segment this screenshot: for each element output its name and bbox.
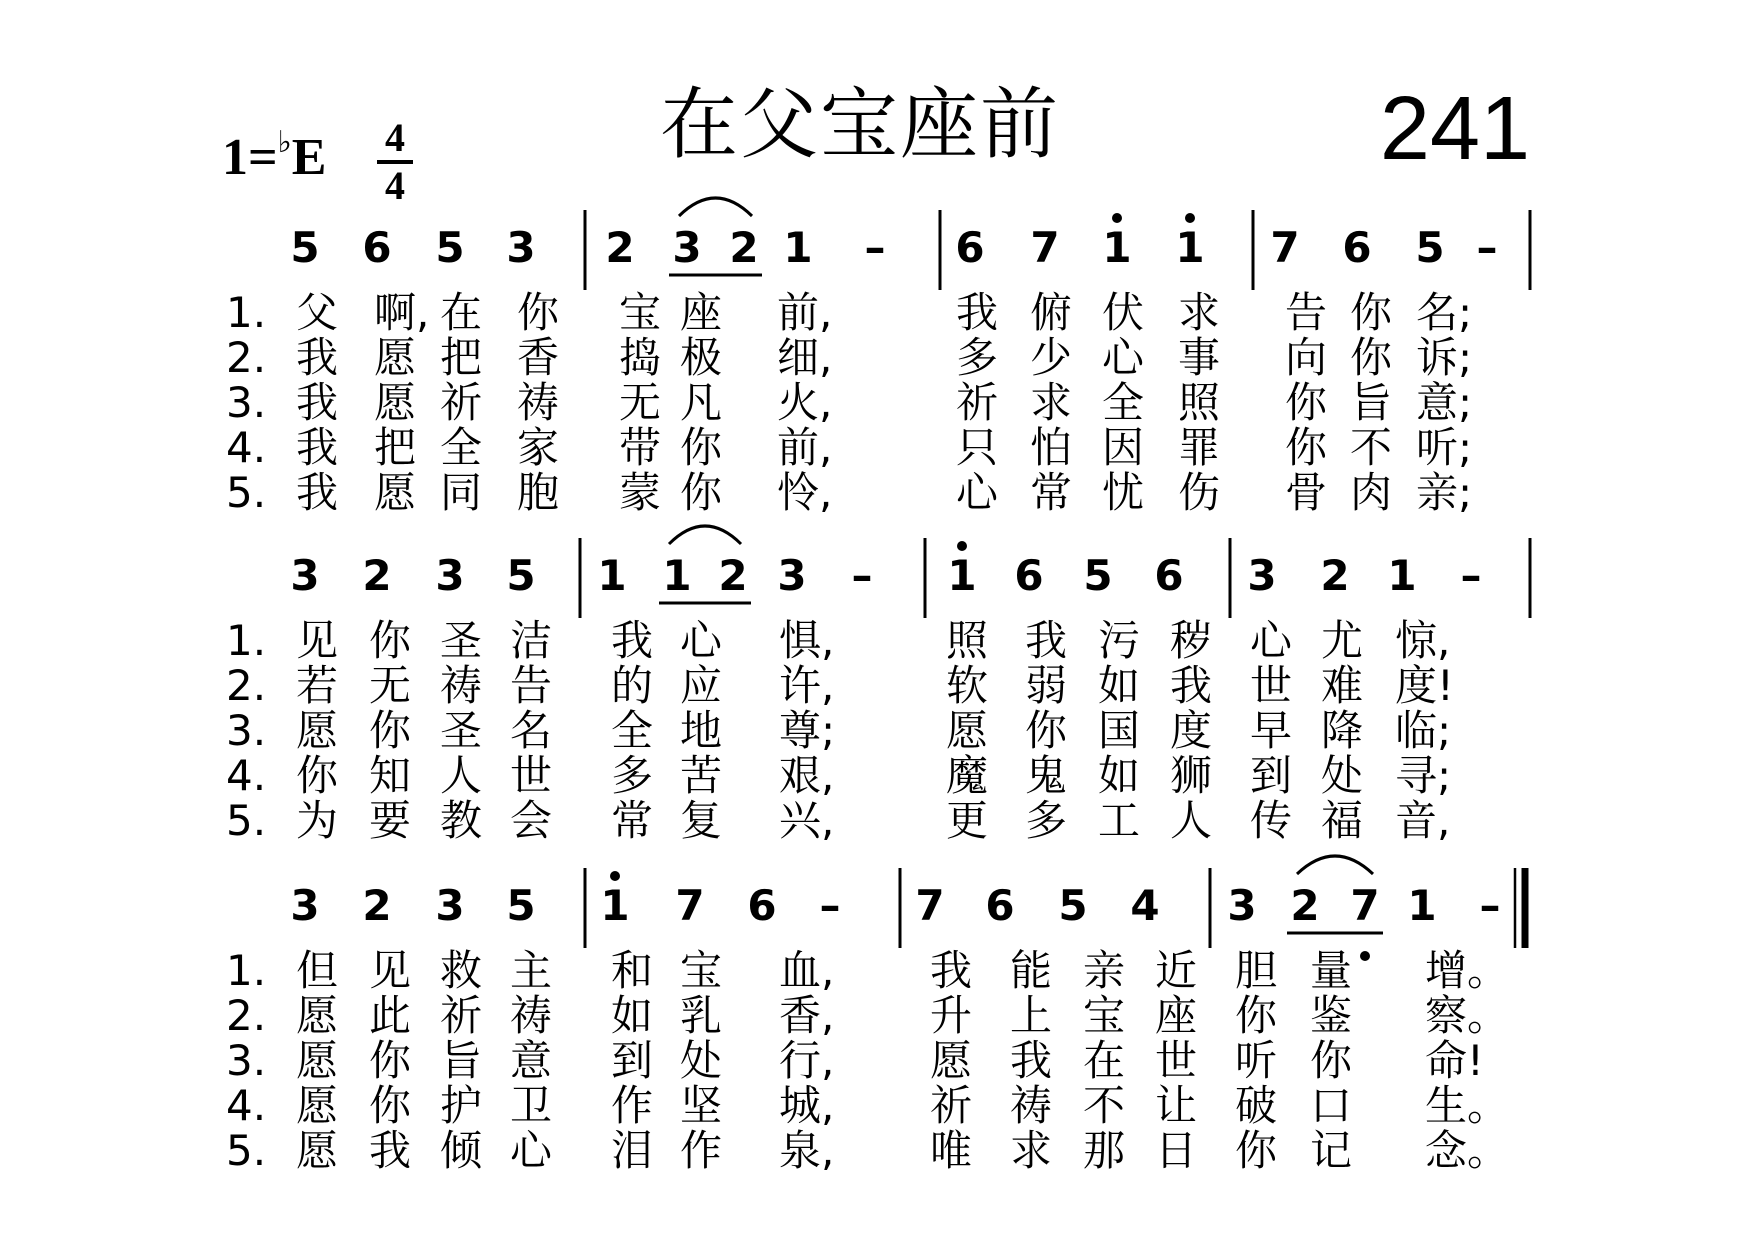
time-numerator: 4: [385, 115, 405, 160]
lyric-char: 更: [946, 796, 989, 845]
lyric-char: 少: [1030, 333, 1073, 382]
lyric-char: 极: [680, 333, 723, 382]
high-octave-dot: [1185, 213, 1195, 223]
lyric-char: 我: [930, 946, 973, 995]
high-octave-dot: [610, 871, 620, 881]
slur-arc: [679, 198, 752, 216]
lyric-char: 宝: [619, 288, 662, 337]
dash-note: –: [1460, 551, 1482, 600]
lyric-char: 但: [296, 946, 339, 995]
lyric-char: 知: [369, 751, 412, 800]
lyric-char: 听: [1235, 1036, 1278, 1085]
lyric-char: 你: [680, 423, 723, 472]
lyric-char: 你: [1235, 1126, 1278, 1175]
note: 5: [290, 223, 320, 272]
lyric-char: 你: [1025, 706, 1068, 755]
note: 3: [506, 223, 536, 272]
lyric-char: 同: [440, 468, 483, 517]
lyric-char: 捣: [619, 333, 662, 382]
lyric-char: 记: [1310, 1126, 1353, 1175]
lyric-char: 带: [619, 423, 662, 472]
lyric-char: 啊,: [374, 288, 430, 337]
lyric-char: 护: [440, 1081, 483, 1130]
lyric-char: 污: [1098, 616, 1141, 665]
lyric-char: 念。: [1425, 1126, 1510, 1175]
lyric-char: 行,: [779, 1036, 835, 1085]
lyric-char: 把: [374, 423, 417, 472]
note: 6: [362, 223, 392, 272]
verse-label: 5.: [226, 468, 267, 517]
lyric-char: 诉;: [1416, 333, 1473, 382]
note: 2: [729, 223, 759, 272]
note: 1: [662, 551, 692, 600]
lyric-char: 尊;: [779, 706, 836, 755]
note: 1: [1387, 551, 1417, 600]
key-prefix: 1=: [222, 129, 278, 186]
lyric-char: 多: [1025, 796, 1068, 845]
lyric-char: 狮: [1170, 751, 1213, 800]
note: 1: [947, 551, 977, 600]
verse-label: 3.: [226, 1036, 267, 1085]
note: 6: [1154, 551, 1184, 600]
verse-label: 1.: [226, 616, 267, 665]
lyric-char: 你: [1285, 378, 1328, 427]
lyric-char: 那: [1083, 1126, 1126, 1175]
verse-label: 4.: [226, 751, 267, 800]
lyric-char: 临;: [1395, 706, 1452, 755]
lyric-char: 你: [1350, 288, 1393, 337]
lyric-char: 祷: [517, 378, 560, 427]
lyric-char: 处: [680, 1036, 723, 1085]
lyric-char: 主: [510, 946, 553, 995]
lyric-char: 意;: [1416, 378, 1473, 427]
lyric-char: 的: [611, 661, 654, 710]
note: 2: [362, 881, 392, 930]
lyric-char: 旨: [440, 1036, 483, 1085]
lyric-char: 生。: [1425, 1081, 1510, 1130]
lyric-char: 鉴: [1310, 991, 1353, 1040]
note: 3: [435, 551, 465, 600]
lyric-char: 在: [1083, 1036, 1126, 1085]
lyric-char: 如: [1098, 661, 1141, 710]
lyric-char: 忧: [1102, 468, 1145, 517]
lyric-char: 让: [1155, 1081, 1198, 1130]
lyric-char: 我: [296, 423, 339, 472]
lyric-char: 我: [956, 288, 999, 337]
lyric-char: 愿: [296, 991, 339, 1040]
lyric-char: 愿: [374, 378, 417, 427]
lyric-char: 肉: [1350, 468, 1393, 517]
lyric-char: 察。: [1425, 991, 1510, 1040]
lyric-char: 愿: [296, 1081, 339, 1130]
lyric-char: 名: [510, 706, 553, 755]
lyric-char: 地: [680, 706, 723, 755]
time-denominator: 4: [385, 163, 405, 208]
note: 4: [1130, 881, 1160, 930]
lyric-char: 降: [1321, 706, 1364, 755]
note: 3: [435, 881, 465, 930]
lyric-char: 惧,: [779, 616, 835, 665]
lyric-char: 俯: [1030, 288, 1073, 337]
low-octave-dot: [1360, 951, 1370, 961]
lyric-char: 常: [611, 796, 654, 845]
note: 7: [1350, 881, 1380, 930]
note: 3: [672, 223, 702, 272]
lyric-char: 传: [1250, 796, 1293, 845]
note: 3: [777, 551, 807, 600]
lyric-char: 因: [1102, 423, 1145, 472]
lyric-char: 唯: [930, 1126, 973, 1175]
note: 6: [1342, 223, 1372, 272]
note: 6: [985, 881, 1015, 930]
lyric-char: 座: [1155, 991, 1198, 1040]
lyric-char: 骨: [1285, 468, 1328, 517]
note: 7: [1030, 223, 1060, 272]
lyric-char: 你: [680, 468, 723, 517]
lyric-char: 不: [1083, 1081, 1126, 1130]
note: 5: [506, 551, 536, 600]
lyric-char: 罪: [1178, 423, 1221, 472]
lyric-char: 升: [930, 991, 973, 1040]
lyric-char: 愿: [296, 1036, 339, 1085]
note: 6: [1014, 551, 1044, 600]
lyric-char: 祈: [440, 991, 483, 1040]
lyric-char: 见: [296, 616, 339, 665]
lyric-char: 会: [510, 796, 553, 845]
lyric-char: 救: [440, 946, 483, 995]
lyric-char: 愿: [296, 706, 339, 755]
lyric-char: 求: [1178, 288, 1221, 337]
note: 1: [1102, 223, 1132, 272]
lyric-char: 泪: [611, 1126, 654, 1175]
dash-note: –: [851, 551, 873, 600]
lyric-char: 你: [517, 288, 560, 337]
lyric-char: 乳: [680, 991, 723, 1040]
lyric-char: 心: [1102, 333, 1145, 382]
lyric-char: 细,: [777, 333, 833, 382]
lyric-char: 愿: [374, 333, 417, 382]
lyric-char: 亲;: [1416, 468, 1473, 517]
lyric-char: 和: [611, 946, 654, 995]
lyric-char: 增。: [1425, 946, 1510, 995]
note: 3: [290, 881, 320, 930]
lyric-char: 世: [1250, 661, 1293, 710]
verse-label: 3.: [226, 378, 267, 427]
lyric-char: 我: [296, 333, 339, 382]
note: 7: [675, 881, 705, 930]
lyric-char: 愿: [374, 468, 417, 517]
lyric-char: 照: [1178, 378, 1221, 427]
lyric-char: 日: [1155, 1126, 1198, 1175]
lyric-char: 复: [680, 796, 723, 845]
lyric-char: 祈: [930, 1081, 973, 1130]
lyric-char: 胆: [1235, 946, 1278, 995]
lyric-char: 早: [1250, 706, 1293, 755]
note: 7: [915, 881, 945, 930]
lyric-char: 工: [1098, 796, 1141, 845]
lyric-char: 应: [680, 661, 723, 710]
lyric-char: 弱: [1025, 661, 1068, 710]
lyric-char: 能: [1010, 946, 1053, 995]
lyric-char: 见: [369, 946, 412, 995]
note: 1: [1407, 881, 1437, 930]
slur-arc: [669, 526, 741, 544]
lyric-char: 鬼: [1025, 751, 1068, 800]
lyric-char: 求: [1010, 1126, 1053, 1175]
lyric-char: 祷: [1010, 1081, 1053, 1130]
lyric-char: 事: [1178, 333, 1221, 382]
lyric-char: 愿: [930, 1036, 973, 1085]
lyric-char: 音,: [1395, 796, 1451, 845]
lyric-char: 世: [510, 751, 553, 800]
lyric-char: 旨: [1350, 378, 1393, 427]
note: 7: [1270, 223, 1300, 272]
lyric-char: 求: [1030, 378, 1073, 427]
lyric-char: 倾: [440, 1126, 483, 1175]
lyric-char: 我: [296, 468, 339, 517]
lyric-char: 难: [1321, 661, 1364, 710]
lyric-char: 我: [1010, 1036, 1053, 1085]
lyric-char: 你: [369, 1036, 412, 1085]
lyric-char: 此: [369, 991, 412, 1040]
lyric-char: 全: [611, 706, 654, 755]
verse-label: 5.: [226, 1126, 267, 1175]
high-octave-dot: [1112, 213, 1122, 223]
note: 1: [597, 551, 627, 600]
lyric-char: 告: [1285, 288, 1328, 337]
lyric-char: 为: [296, 796, 339, 845]
lyric-char: 你: [296, 751, 339, 800]
lyric-char: 卫: [510, 1081, 553, 1130]
lyric-char: 泉,: [779, 1126, 835, 1175]
note: 1: [600, 881, 630, 930]
lyric-char: 宝: [1083, 991, 1126, 1040]
lyric-char: 教: [440, 796, 483, 845]
hymn-title: 在父宝座前: [660, 80, 1061, 170]
lyric-char: 我: [1170, 661, 1213, 710]
lyric-char: 祷: [510, 991, 553, 1040]
verse-label: 1.: [226, 288, 267, 337]
dash-note: –: [1479, 881, 1501, 930]
lyric-char: 如: [1098, 751, 1141, 800]
note: 2: [605, 223, 635, 272]
lyric-char: 心: [510, 1126, 553, 1175]
verse-label: 3.: [226, 706, 267, 755]
note: 3: [290, 551, 320, 600]
lyric-char: 宝: [680, 946, 723, 995]
lyric-char: 处: [1321, 751, 1364, 800]
lyric-char: 城,: [779, 1081, 835, 1130]
note: 1: [1175, 223, 1205, 272]
lyric-char: 到: [1250, 751, 1293, 800]
lyric-char: 血,: [779, 946, 835, 995]
lyric-char: 如: [611, 991, 654, 1040]
lyric-char: 父: [296, 288, 339, 337]
lyric-char: 多: [611, 751, 654, 800]
lyric-char: 坚: [680, 1081, 723, 1130]
lyric-char: 你: [369, 616, 412, 665]
note: 5: [1083, 551, 1113, 600]
lyric-char: 把: [440, 333, 483, 382]
lyric-char: 名;: [1416, 288, 1473, 337]
lyric-char: 伏: [1102, 288, 1145, 337]
lyric-char: 听;: [1416, 423, 1473, 472]
lyric-char: 世: [1155, 1036, 1198, 1085]
verse-label: 2.: [226, 991, 267, 1040]
verse-label: 4.: [226, 1081, 267, 1130]
lyric-char: 要: [369, 796, 412, 845]
lyric-char: 蒙: [619, 468, 662, 517]
lyric-char: 你: [1285, 423, 1328, 472]
lyric-char: 常: [1030, 468, 1073, 517]
lyric-char: 祷: [440, 661, 483, 710]
lyric-char: 告: [510, 661, 553, 710]
lyric-char: 你: [369, 1081, 412, 1130]
lyric-char: 多: [956, 333, 999, 382]
lyric-char: 香,: [779, 991, 835, 1040]
dash-note: –: [819, 881, 841, 930]
lyric-char: 到: [611, 1036, 654, 1085]
note: 3: [1227, 881, 1257, 930]
lyric-char: 你: [369, 706, 412, 755]
lyric-char: 近: [1155, 946, 1198, 995]
lyric-char: 度!: [1395, 661, 1454, 710]
lyric-char: 破: [1235, 1081, 1278, 1130]
lyric-char: 只: [956, 423, 999, 472]
lyric-char: 意: [510, 1036, 553, 1085]
lyric-char: 火,: [777, 378, 833, 427]
lyric-char: 香: [517, 333, 560, 382]
lyric-char: 怜,: [777, 468, 833, 517]
lyric-char: 不: [1350, 423, 1393, 472]
lyric-char: 你: [1310, 1036, 1353, 1085]
high-octave-dot: [957, 541, 967, 551]
lyric-char: 命!: [1425, 1036, 1484, 1085]
lyric-char: 作: [611, 1081, 654, 1130]
lyric-char: 若: [296, 661, 339, 710]
lyric-char: 愿: [946, 706, 989, 755]
note: 6: [955, 223, 985, 272]
lyric-char: 量: [1310, 946, 1353, 995]
lyric-char: 洁: [510, 616, 553, 665]
lyric-char: 口: [1310, 1081, 1353, 1130]
lyric-char: 上: [1010, 991, 1053, 1040]
lyric-char: 软: [946, 661, 989, 710]
lyric-char: 我: [1025, 616, 1068, 665]
lyric-char: 圣: [440, 706, 483, 755]
lyric-char: 全: [1102, 378, 1145, 427]
lyric-char: 向: [1285, 333, 1328, 382]
lyric-char: 照: [946, 616, 989, 665]
lyric-char: 寻;: [1395, 751, 1452, 800]
lyric-char: 心: [1250, 616, 1293, 665]
lyric-char: 祈: [956, 378, 999, 427]
lyric-char: 作: [680, 1126, 723, 1175]
lyric-char: 圣: [440, 616, 483, 665]
verse-label: 4.: [226, 423, 267, 472]
lyric-char: 无: [369, 661, 412, 710]
note: 2: [1320, 551, 1350, 600]
lyric-char: 人: [1170, 796, 1213, 845]
lyric-char: 我: [296, 378, 339, 427]
lyric-char: 尤: [1321, 616, 1364, 665]
lyric-char: 祈: [440, 378, 483, 427]
slur-arc: [1297, 856, 1373, 874]
lyric-char: 在: [440, 288, 483, 337]
lyric-char: 魔: [946, 751, 989, 800]
note: 6: [747, 881, 777, 930]
lyric-char: 全: [440, 423, 483, 472]
lyric-char: 艰,: [779, 751, 835, 800]
note: 5: [435, 223, 465, 272]
lyric-char: 苦: [680, 751, 723, 800]
lyric-char: 家: [517, 423, 560, 472]
lyric-char: 前,: [777, 423, 833, 472]
note: 2: [718, 551, 748, 600]
lyric-char: 度: [1170, 706, 1213, 755]
verse-label: 2.: [226, 661, 267, 710]
note: 5: [506, 881, 536, 930]
lyric-char: 凡: [680, 378, 723, 427]
lyric-char: 心: [680, 616, 723, 665]
lyric-char: 伤: [1178, 468, 1221, 517]
lyric-char: 我: [369, 1126, 412, 1175]
verse-label: 5.: [226, 796, 267, 845]
flat-sign: ♭: [277, 126, 292, 159]
lyric-char: 怕: [1030, 423, 1073, 472]
lyric-char: 前,: [777, 288, 833, 337]
note: 1: [783, 223, 813, 272]
lyric-char: 心: [956, 468, 999, 517]
lyric-char: 惊,: [1395, 616, 1451, 665]
lyric-char: 无: [619, 378, 662, 427]
lyric-char: 你: [1350, 333, 1393, 382]
lyric-char: 国: [1098, 706, 1141, 755]
lyric-char: 座: [680, 288, 723, 337]
verse-label: 2.: [226, 333, 267, 382]
note: 5: [1058, 881, 1088, 930]
lyric-char: 胞: [517, 468, 560, 517]
dash-note: –: [864, 223, 886, 272]
lyric-char: 亲: [1083, 946, 1126, 995]
lyric-char: 人: [440, 751, 483, 800]
note: 2: [1290, 881, 1320, 930]
note: 5: [1415, 223, 1445, 272]
note: 3: [1247, 551, 1277, 600]
dash-note: –: [1476, 223, 1498, 272]
lyric-char: 愿: [296, 1126, 339, 1175]
lyric-char: 兴,: [779, 796, 835, 845]
hymn-number: 241: [1379, 79, 1531, 179]
lyric-char: 秽: [1170, 616, 1213, 665]
lyric-char: 我: [611, 616, 654, 665]
lyric-char: 许,: [779, 661, 835, 710]
lyric-char: 福: [1321, 796, 1364, 845]
lyric-char: 你: [1235, 991, 1278, 1040]
key-note: E: [291, 129, 327, 186]
verse-label: 1.: [226, 946, 267, 995]
note: 2: [362, 551, 392, 600]
